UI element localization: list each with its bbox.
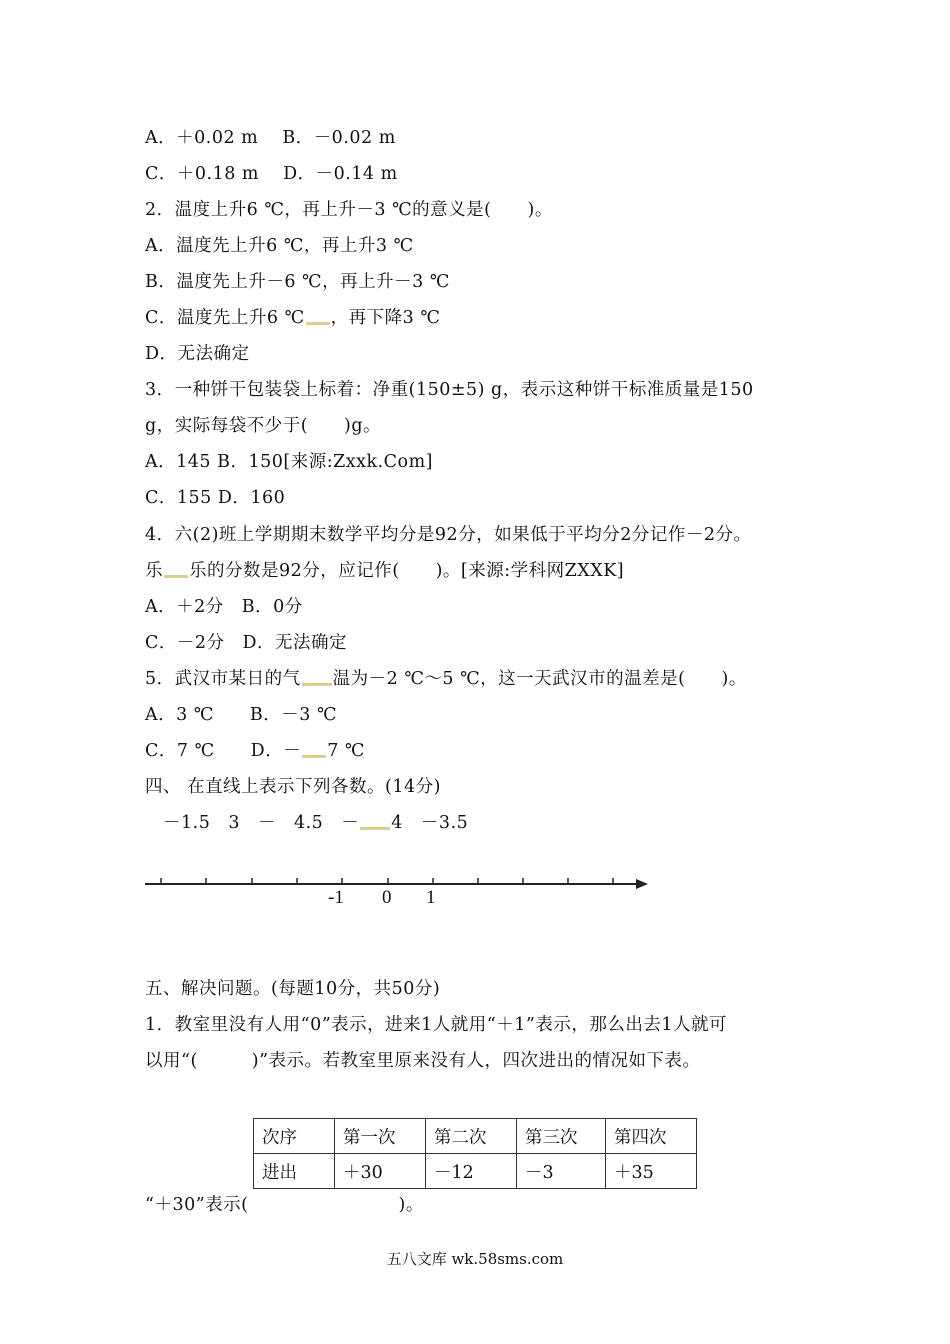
q4-part1: 乐 <box>145 561 163 581</box>
q2-option-d: D．无法确定 <box>145 344 250 364</box>
q3-option-cd: C．155 D．160 <box>145 488 286 508</box>
watermark-mark <box>360 823 390 830</box>
q2-c-part1: C．温度先上升6 ℃ <box>145 308 305 328</box>
section5-q1-after-table: “＋30”表示( )。 <box>145 1195 424 1215</box>
table-cell: 第四次 <box>606 1119 697 1154</box>
tick-label-neg1: -1 <box>328 887 344 908</box>
table-cell: ＋35 <box>606 1154 697 1189</box>
q2-option-a: A．温度先上升6 ℃，再上升3 ℃ <box>145 236 414 256</box>
table-cell: 第三次 <box>517 1119 606 1154</box>
q2-option-b: B．温度先上升－6 ℃，再上升－3 ℃ <box>145 272 450 292</box>
q1-option-cd: C．＋0.18 m D．－0.14 m <box>145 164 398 184</box>
q3-option-ab: A．145 B．150[来源:Zxxk.Com] <box>145 452 434 472</box>
tick-label-0: 0 <box>382 887 392 908</box>
number-line-arrow <box>636 879 648 889</box>
watermark-mark <box>164 571 188 578</box>
q5-part1: 5．武汉市某日的气 <box>145 669 301 689</box>
table-cell: 第一次 <box>335 1119 426 1154</box>
table-cell: ＋30 <box>335 1154 426 1189</box>
table-cell: －12 <box>426 1154 517 1189</box>
section5-title: 五、解决问题。(每题10分，共50分) <box>145 979 441 999</box>
q4-stem-line2 <box>145 560 624 582</box>
section5-q1-line1: 1．教室里没有人用“0”表示，进来1人就用“＋1”表示，那么出去1人就可 <box>145 1015 727 1035</box>
numbers-part1: －1.5 3 － 4.5 － <box>145 813 360 833</box>
section4-numbers <box>145 812 468 834</box>
q5-option-cd <box>145 740 365 762</box>
table-cell: 进出 <box>254 1154 335 1189</box>
q4-option-cd: C．－2分 D．无法确定 <box>145 633 348 653</box>
watermark-mark <box>306 318 330 325</box>
q3-stem-line1: 3．一种饼干包装袋上标着：净重(150±5) g，表示这种饼干标准质量是150 <box>145 380 754 400</box>
q2-c-part2: ，再下降3 ℃ <box>330 308 441 328</box>
q4-part2: 乐的分数是92分，应记作( )。[来源:学科网ZXXK] <box>189 561 625 581</box>
q5-cd-part1: C．7 ℃ D．－ <box>145 741 302 761</box>
q5-stem <box>145 668 747 690</box>
page-footer: 五八文库 wk.58sms.com <box>386 1250 564 1268</box>
q5-option-ab: A．3 ℃ B．－3 ℃ <box>145 705 338 725</box>
table-cell: 第二次 <box>426 1119 517 1154</box>
q4-stem-line1: 4．六(2)班上学期期末数学平均分是92分，如果低于平均分2分记作－2分。 <box>145 525 752 545</box>
q2-option-c <box>145 307 440 329</box>
table-row <box>254 1154 697 1189</box>
q5-part2: 温为－2 ℃～5 ℃，这一天武汉市的温差是( )。 <box>332 669 747 689</box>
q3-stem-line2: g，实际每袋不少于( )g。 <box>145 416 382 436</box>
table-cell: －3 <box>517 1154 606 1189</box>
moves-table <box>253 1118 697 1189</box>
q1-option-ab: A．＋0.02 m B．－0.02 m <box>145 128 396 148</box>
numbers-part2: 4 －3.5 <box>391 813 469 833</box>
table-cell: 次序 <box>254 1119 335 1154</box>
q2-stem: 2．温度上升6 ℃，再上升－3 ℃的意义是( )。 <box>145 200 553 220</box>
watermark-mark <box>302 679 332 686</box>
table-header-row <box>254 1119 697 1154</box>
q4-option-ab: A．＋2分 B．0分 <box>145 597 303 617</box>
tick-label-1: 1 <box>426 887 436 908</box>
number-line <box>140 868 660 918</box>
section5-q1-line2: 以用“( )”表示。若教室里原来没有人，四次进出的情况如下表。 <box>145 1051 701 1071</box>
q5-cd-part2: 7 ℃ <box>327 741 365 761</box>
section4-title: 四、 在直线上表示下列各数。(14分) <box>145 777 441 797</box>
watermark-mark <box>302 751 326 758</box>
